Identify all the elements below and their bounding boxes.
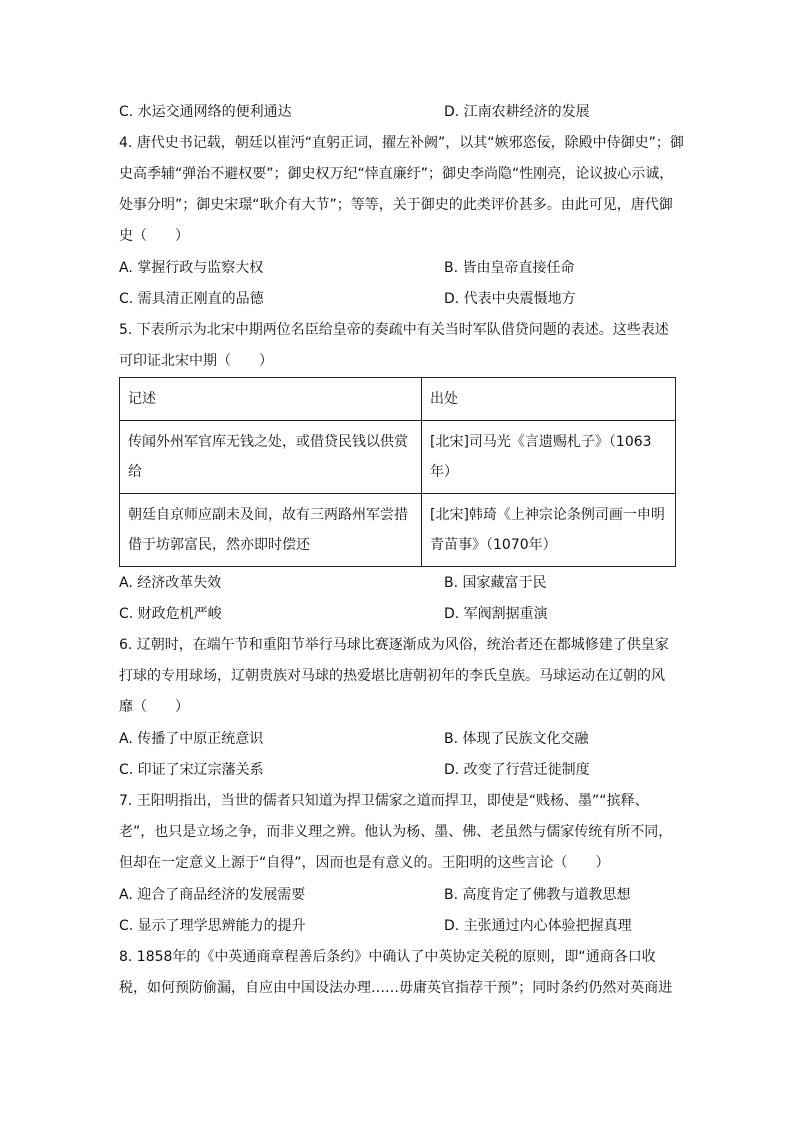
q5-option-d: D. 军阀割据重演 (444, 606, 548, 622)
q6-option-c: C. 印证了宋辽宗藩关系 (119, 762, 264, 778)
q6-option-d: D. 改变了行营迁徙制度 (444, 762, 590, 778)
q7-option-d: D. 主张通过内心体验把握真理 (444, 918, 632, 934)
q6-stem-line-2: 打球的专用球场，辽朝贵族对马球的热爱堪比唐朝初年的李氏皇族。马球运动在辽朝的风 (119, 668, 665, 684)
table-header-cell: 记述 (120, 378, 422, 421)
q3-option-c: C. 水运交通网络的便利通达 (119, 104, 292, 120)
q3-option-d: D. 江南农耕经济的发展 (444, 104, 590, 120)
q4-option-c: C. 需具清正刚直的品德 (119, 291, 264, 307)
q6-stem-line-3: 靡（ ） (119, 699, 189, 715)
table-cell: 朝廷自京师应副未及间，故有三两路州军尝措借于坊郭富民，然亦即时偿还 (120, 494, 422, 567)
q4-option-b: B. 皆由皇帝直接任命 (444, 260, 575, 276)
table-cell: [北宋]司马光《言遗赐札子》（1063年） (422, 421, 676, 494)
q7-option-c: C. 显示了理学思辨能力的提升 (119, 918, 306, 934)
q5-option-a: A. 经济改革失效 (119, 575, 222, 591)
q4-stem-line-1: 4. 唐代史书记载，朝廷以崔沔“直躬正词，擢左补阙”，以其“嫉邪恣佞，除殿中侍御史”；御 (119, 135, 684, 151)
q5-stem-line-2: 可印证北宋中期（ ） (119, 353, 273, 369)
q7-stem-line-2: 老”，也只是立场之争，而非义理之辨。他认为杨、墨、佛、老虽然与儒家传统有所不同， (119, 824, 673, 840)
table-row (120, 494, 676, 567)
q4-option-a: A. 掌握行政与监察大权 (119, 260, 264, 276)
table-cell: 传闻外州军官库无钱之处，或借贷民钱以供赏给 (120, 421, 422, 494)
table-row (120, 421, 676, 494)
q5-stem-line-1: 5. 下表所示为北宋中期两位名臣给皇帝的奏疏中有关当时军队借贷问题的表述。这些表述 (119, 322, 669, 338)
q6-option-b: B. 体现了民族文化交融 (444, 731, 589, 747)
q7-option-a: A. 迎合了商品经济的发展需要 (119, 887, 306, 903)
q4-stem-line-2: 史高季辅“弹治不避权要”；御史权万纪“悻直廉纡”；御史李尚隐“性刚亮，论议披心示诚， (119, 166, 674, 182)
q4-option-d: D. 代表中央震慑地方 (444, 291, 576, 307)
table-header-row (120, 378, 676, 421)
q7-option-b: B. 高度肯定了佛教与道教思想 (444, 887, 631, 903)
q7-stem-line-3: 但却在一定意义上源于“自得”，因而也是有意义的。王阳明的这些言论（ ） (119, 855, 610, 871)
q5-option-b: B. 国家藏富于民 (444, 575, 547, 591)
q6-stem-line-1: 6. 辽朝时，在端午节和重阳节举行马球比赛逐渐成为风俗，统治者还在都城修建了供皇家 (119, 637, 669, 653)
q6-option-a: A. 传播了中原正统意识 (119, 731, 264, 747)
q5-option-c: C. 财政危机严峻 (119, 606, 222, 622)
q8-stem-line-2: 税，如何预防偷漏，自应由中国设法办理……毋庸英官指荐干预”；同时条约仍然对英商进 (119, 980, 673, 996)
q7-stem-line-1: 7. 王阳明指出，当世的儒者只知道为捍卫儒家之道而捍卫，即使是“贱杨、墨”“摈释、 (119, 793, 649, 809)
q4-stem-line-3: 处事分明”；御史宋璟“耿介有大节”；等等，关于御史的此类评价甚多。由此可见，唐代御 (119, 197, 673, 213)
table-cell: [北宋]韩琦《上神宗论条例司画一申明青苗事》（1070年） (422, 494, 676, 567)
q4-stem-line-4: 史（ ） (119, 228, 189, 244)
table-header-cell: 出处 (422, 378, 676, 421)
q5-table (119, 377, 676, 567)
q8-stem-line-1: 8. 1858年的《中英通商章程善后条约》中确认了中英协定关税的原则，即“通商各口收 (119, 949, 656, 965)
